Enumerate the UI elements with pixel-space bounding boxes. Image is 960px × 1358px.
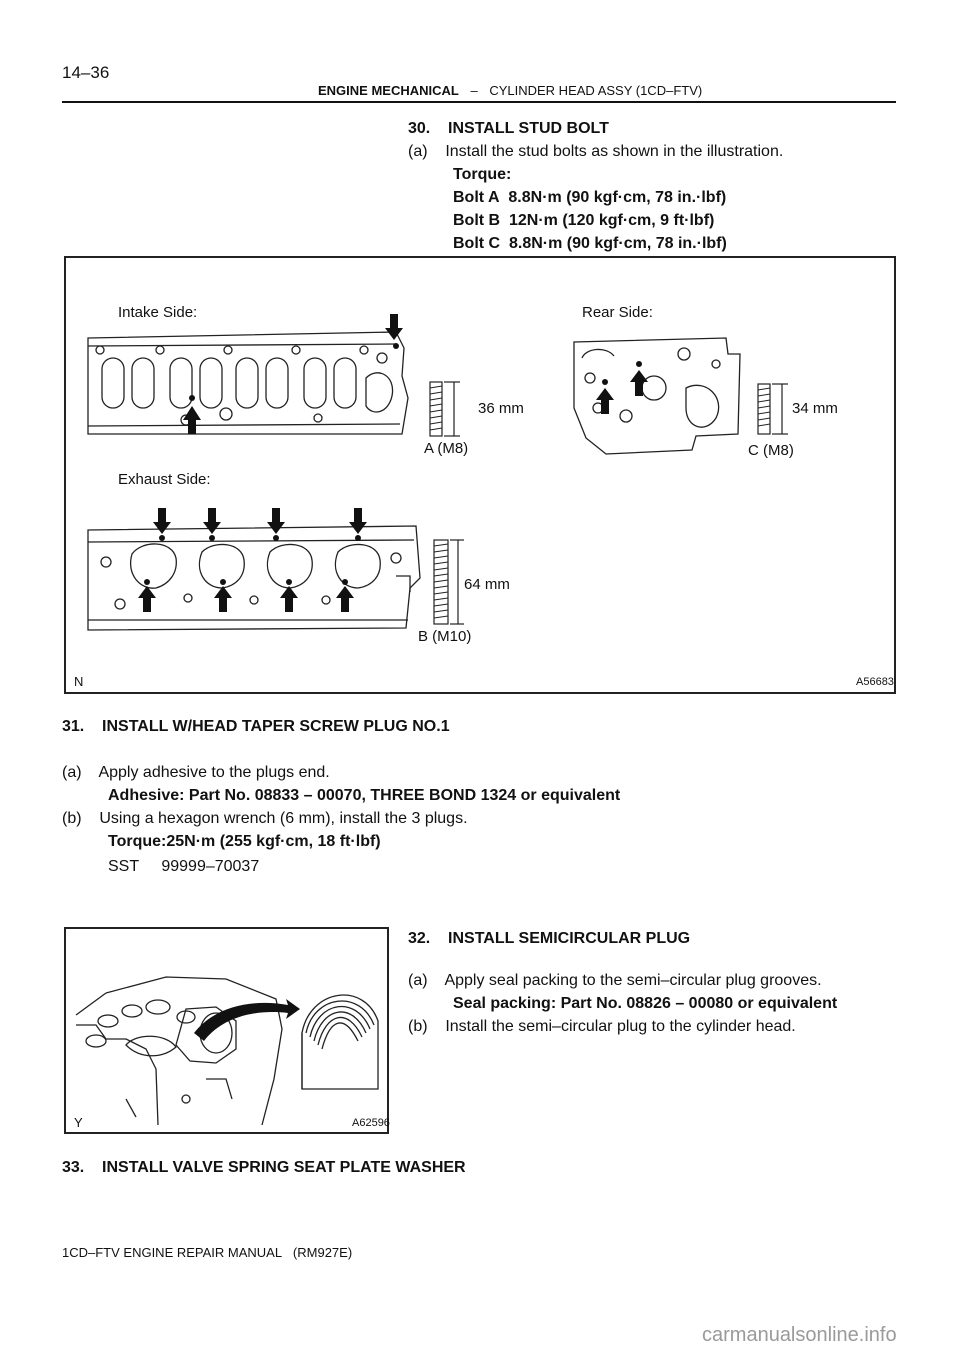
stud-bolt-c-drawing xyxy=(758,384,788,434)
header-rule xyxy=(62,101,896,103)
header-separator: – xyxy=(470,83,478,98)
semicircular-plug-illustration xyxy=(66,929,387,1132)
running-header xyxy=(318,83,702,98)
step-32-title: 32. INSTALL SEMICIRCULAR PLUG xyxy=(408,930,691,947)
bolt-c-label: C (M8) xyxy=(748,442,794,459)
step-31-a: (a) Apply adhesive to the plugs end. xyxy=(62,764,330,781)
figure-2-id: A62596 xyxy=(352,1117,390,1129)
figure-1-corner-mark: N xyxy=(74,674,84,689)
figure-stud-bolts xyxy=(64,256,896,694)
dimension-c: 34 mm xyxy=(792,400,838,417)
figure-2-corner-mark: Y xyxy=(74,1115,83,1130)
bolt-a-label: A (M8) xyxy=(424,440,469,457)
stud-bolt-a-drawing xyxy=(430,382,460,436)
dimension-a: 36 mm xyxy=(478,400,524,417)
page-number: 14–36 xyxy=(62,63,110,82)
torque-bolt-b: Bolt B 12N·m (120 kgf·cm, 9 ft·lbf) xyxy=(453,212,715,229)
intake-side-label: Intake Side: xyxy=(118,304,198,321)
exhaust-side-label: Exhaust Side: xyxy=(118,471,211,488)
header-section: ENGINE MECHANICAL xyxy=(318,83,459,98)
torque-bolt-c: Bolt C 8.8N·m (90 kgf·cm, 78 in.·lbf) xyxy=(453,235,727,252)
bolt-b-label: B (M10) xyxy=(418,628,472,645)
insert-arrow xyxy=(194,999,300,1041)
footer-manual: 1CD–FTV ENGINE REPAIR MANUAL (RM927E) xyxy=(62,1245,353,1260)
step-30-title: 30. INSTALL STUD BOLT xyxy=(408,120,609,137)
torque-bolt-a: Bolt A 8.8N·m (90 kgf·cm, 78 in.·lbf) xyxy=(453,189,727,206)
step-32-seal: Seal packing: Part No. 08826 – 00080 or equivalent xyxy=(453,995,838,1012)
step-31-torque: Torque:25N·m (255 kgf·cm, 18 ft·lbf) xyxy=(108,833,381,850)
step-32-a: (a) Apply seal packing to the semi–circular plug grooves. xyxy=(408,972,822,989)
step-31-b: (b) Using a hexagon wrench (6 mm), install the 3 plugs. xyxy=(62,810,468,827)
figure-1-id: A56683 xyxy=(856,676,894,688)
step-31-title: 31. INSTALL W/HEAD TAPER SCREW PLUG NO.1 xyxy=(62,718,450,735)
torque-label: Torque: xyxy=(453,166,512,183)
step-33-title: 33. INSTALL VALVE SPRING SEAT PLATE WASHER xyxy=(62,1159,466,1176)
step-30-a: (a) Install the stud bolts as shown in the illustration. xyxy=(408,143,784,160)
step-31-adhesive: Adhesive: Part No. 08833 – 00070, THREE BOND 1324 or equivalent xyxy=(108,787,621,804)
figure-semicircular-plug xyxy=(64,927,389,1134)
rear-side-label: Rear Side: xyxy=(582,304,653,321)
watermark: carmanualsonline.info xyxy=(702,1324,897,1346)
stud-bolt-b-drawing xyxy=(434,540,464,624)
step-32-b: (b) Install the semi–circular plug to the cylinder head. xyxy=(408,1018,796,1035)
header-subsection: CYLINDER HEAD ASSY (1CD–FTV) xyxy=(489,83,703,98)
dimension-b: 64 mm xyxy=(464,576,510,593)
step-31-sst: SST 99999–70037 xyxy=(108,858,260,875)
